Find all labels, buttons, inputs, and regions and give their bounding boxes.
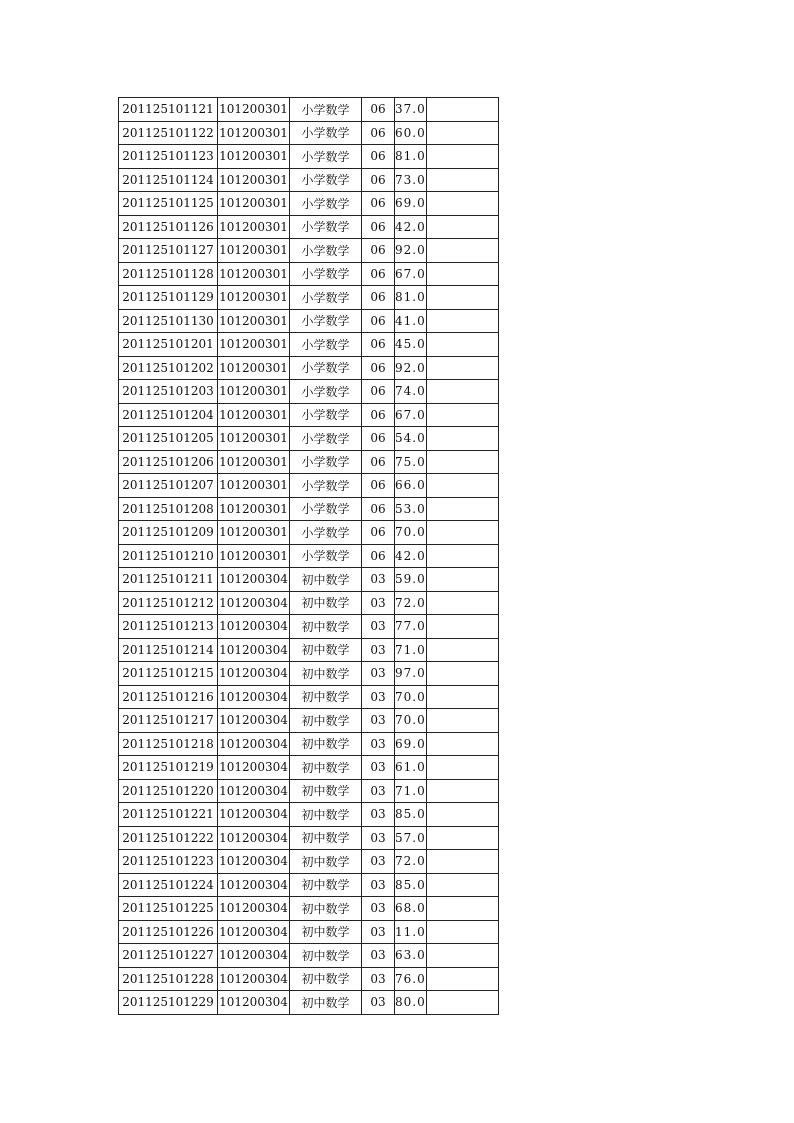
course-code-cell: 101200301 xyxy=(218,356,290,380)
note-cell xyxy=(427,98,499,122)
note-cell xyxy=(427,497,499,521)
table-row xyxy=(119,145,499,169)
section-cell: 06 xyxy=(362,262,395,286)
subject-cell: 初中数学 xyxy=(290,991,362,1015)
subject-cell: 初中数学 xyxy=(290,568,362,592)
note-cell xyxy=(427,356,499,380)
subject-cell: 初中数学 xyxy=(290,944,362,968)
subject-cell: 初中数学 xyxy=(290,897,362,921)
note-cell xyxy=(427,544,499,568)
table-row xyxy=(119,967,499,991)
score-cell: 85.0 xyxy=(395,873,427,897)
score-cell: 60.0 xyxy=(395,121,427,145)
note-cell xyxy=(427,662,499,686)
student-id-cell: 201125101122 xyxy=(119,121,218,145)
note-cell xyxy=(427,474,499,498)
note-cell xyxy=(427,239,499,263)
table-row xyxy=(119,685,499,709)
student-id-cell: 201125101128 xyxy=(119,262,218,286)
course-code-cell: 101200301 xyxy=(218,333,290,357)
table-row xyxy=(119,427,499,451)
student-id-cell: 201125101124 xyxy=(119,168,218,192)
table-row xyxy=(119,826,499,850)
score-cell: 41.0 xyxy=(395,309,427,333)
table-row xyxy=(119,615,499,639)
score-cell: 81.0 xyxy=(395,286,427,310)
note-cell xyxy=(427,262,499,286)
score-cell: 54.0 xyxy=(395,427,427,451)
table-row xyxy=(119,920,499,944)
score-cell: 67.0 xyxy=(395,403,427,427)
score-cell: 72.0 xyxy=(395,850,427,874)
score-cell: 92.0 xyxy=(395,356,427,380)
course-code-cell: 101200301 xyxy=(218,168,290,192)
subject-cell: 小学数学 xyxy=(290,380,362,404)
note-cell xyxy=(427,145,499,169)
section-cell: 06 xyxy=(362,356,395,380)
student-id-cell: 201125101216 xyxy=(119,685,218,709)
subject-cell: 小学数学 xyxy=(290,239,362,263)
note-cell xyxy=(427,380,499,404)
student-id-cell: 201125101228 xyxy=(119,967,218,991)
course-code-cell: 101200304 xyxy=(218,685,290,709)
table-row xyxy=(119,239,499,263)
student-id-cell: 201125101127 xyxy=(119,239,218,263)
course-code-cell: 101200301 xyxy=(218,450,290,474)
section-cell: 03 xyxy=(362,826,395,850)
subject-cell: 初中数学 xyxy=(290,920,362,944)
section-cell: 06 xyxy=(362,333,395,357)
course-code-cell: 101200301 xyxy=(218,286,290,310)
note-cell xyxy=(427,850,499,874)
section-cell: 03 xyxy=(362,685,395,709)
table-row xyxy=(119,662,499,686)
student-id-cell: 201125101218 xyxy=(119,732,218,756)
course-code-cell: 101200304 xyxy=(218,709,290,733)
student-id-cell: 201125101211 xyxy=(119,568,218,592)
subject-cell: 小学数学 xyxy=(290,450,362,474)
section-cell: 03 xyxy=(362,568,395,592)
note-cell xyxy=(427,803,499,827)
note-cell xyxy=(427,638,499,662)
note-cell xyxy=(427,168,499,192)
score-cell: 81.0 xyxy=(395,145,427,169)
score-cell: 80.0 xyxy=(395,991,427,1015)
course-code-cell: 101200304 xyxy=(218,850,290,874)
student-id-cell: 201125101214 xyxy=(119,638,218,662)
student-id-cell: 201125101222 xyxy=(119,826,218,850)
note-cell xyxy=(427,309,499,333)
student-id-cell: 201125101129 xyxy=(119,286,218,310)
score-cell: 92.0 xyxy=(395,239,427,263)
subject-cell: 初中数学 xyxy=(290,803,362,827)
note-cell xyxy=(427,591,499,615)
section-cell: 06 xyxy=(362,215,395,239)
student-id-cell: 201125101130 xyxy=(119,309,218,333)
section-cell: 06 xyxy=(362,427,395,451)
score-table-body xyxy=(119,98,499,1015)
section-cell: 06 xyxy=(362,380,395,404)
section-cell: 06 xyxy=(362,544,395,568)
student-id-cell: 201125101213 xyxy=(119,615,218,639)
course-code-cell: 101200304 xyxy=(218,568,290,592)
subject-cell: 小学数学 xyxy=(290,521,362,545)
course-code-cell: 101200301 xyxy=(218,98,290,122)
course-code-cell: 101200304 xyxy=(218,991,290,1015)
table-row xyxy=(119,850,499,874)
student-id-cell: 201125101208 xyxy=(119,497,218,521)
section-cell: 06 xyxy=(362,450,395,474)
note-cell xyxy=(427,779,499,803)
score-cell: 45.0 xyxy=(395,333,427,357)
table-row xyxy=(119,591,499,615)
course-code-cell: 101200304 xyxy=(218,779,290,803)
course-code-cell: 101200304 xyxy=(218,873,290,897)
score-cell: 59.0 xyxy=(395,568,427,592)
section-cell: 03 xyxy=(362,991,395,1015)
section-cell: 06 xyxy=(362,192,395,216)
course-code-cell: 101200301 xyxy=(218,474,290,498)
course-code-cell: 101200304 xyxy=(218,591,290,615)
note-cell xyxy=(427,215,499,239)
table-row xyxy=(119,521,499,545)
score-cell: 69.0 xyxy=(395,192,427,216)
student-id-cell: 201125101226 xyxy=(119,920,218,944)
subject-cell: 初中数学 xyxy=(290,662,362,686)
student-id-cell: 201125101221 xyxy=(119,803,218,827)
subject-cell: 小学数学 xyxy=(290,474,362,498)
note-cell xyxy=(427,732,499,756)
section-cell: 03 xyxy=(362,615,395,639)
subject-cell: 初中数学 xyxy=(290,826,362,850)
section-cell: 06 xyxy=(362,286,395,310)
subject-cell: 小学数学 xyxy=(290,544,362,568)
score-cell: 97.0 xyxy=(395,662,427,686)
course-code-cell: 101200301 xyxy=(218,521,290,545)
subject-cell: 小学数学 xyxy=(290,497,362,521)
subject-cell: 小学数学 xyxy=(290,403,362,427)
score-cell: 68.0 xyxy=(395,897,427,921)
note-cell xyxy=(427,568,499,592)
score-cell: 76.0 xyxy=(395,967,427,991)
student-id-cell: 201125101227 xyxy=(119,944,218,968)
score-cell: 75.0 xyxy=(395,450,427,474)
section-cell: 03 xyxy=(362,662,395,686)
table-row xyxy=(119,121,499,145)
course-code-cell: 101200304 xyxy=(218,826,290,850)
student-id-cell: 201125101202 xyxy=(119,356,218,380)
score-cell: 69.0 xyxy=(395,732,427,756)
course-code-cell: 101200301 xyxy=(218,403,290,427)
subject-cell: 小学数学 xyxy=(290,215,362,239)
student-id-cell: 201125101209 xyxy=(119,521,218,545)
subject-cell: 小学数学 xyxy=(290,192,362,216)
course-code-cell: 101200304 xyxy=(218,944,290,968)
student-id-cell: 201125101121 xyxy=(119,98,218,122)
course-code-cell: 101200301 xyxy=(218,497,290,521)
score-cell: 42.0 xyxy=(395,544,427,568)
subject-cell: 小学数学 xyxy=(290,145,362,169)
subject-cell: 初中数学 xyxy=(290,591,362,615)
student-id-cell: 201125101220 xyxy=(119,779,218,803)
table-row xyxy=(119,98,499,122)
section-cell: 03 xyxy=(362,591,395,615)
note-cell xyxy=(427,991,499,1015)
section-cell: 06 xyxy=(362,168,395,192)
student-id-cell: 201125101126 xyxy=(119,215,218,239)
subject-cell: 初中数学 xyxy=(290,732,362,756)
note-cell xyxy=(427,192,499,216)
note-cell xyxy=(427,756,499,780)
table-row xyxy=(119,168,499,192)
subject-cell: 小学数学 xyxy=(290,168,362,192)
course-code-cell: 101200301 xyxy=(218,544,290,568)
course-code-cell: 101200304 xyxy=(218,756,290,780)
note-cell xyxy=(427,403,499,427)
table-row xyxy=(119,873,499,897)
section-cell: 03 xyxy=(362,803,395,827)
score-cell: 67.0 xyxy=(395,262,427,286)
section-cell: 06 xyxy=(362,497,395,521)
table-row xyxy=(119,215,499,239)
course-code-cell: 101200304 xyxy=(218,920,290,944)
note-cell xyxy=(427,333,499,357)
section-cell: 03 xyxy=(362,709,395,733)
subject-cell: 小学数学 xyxy=(290,121,362,145)
course-code-cell: 101200301 xyxy=(218,145,290,169)
subject-cell: 初中数学 xyxy=(290,873,362,897)
score-cell: 37.0 xyxy=(395,98,427,122)
subject-cell: 初中数学 xyxy=(290,967,362,991)
note-cell xyxy=(427,286,499,310)
score-cell: 70.0 xyxy=(395,709,427,733)
section-cell: 06 xyxy=(362,121,395,145)
table-row xyxy=(119,286,499,310)
subject-cell: 小学数学 xyxy=(290,98,362,122)
note-cell xyxy=(427,521,499,545)
note-cell xyxy=(427,873,499,897)
section-cell: 06 xyxy=(362,521,395,545)
subject-cell: 小学数学 xyxy=(290,262,362,286)
subject-cell: 小学数学 xyxy=(290,356,362,380)
student-id-cell: 201125101205 xyxy=(119,427,218,451)
score-cell: 70.0 xyxy=(395,521,427,545)
note-cell xyxy=(427,709,499,733)
table-row xyxy=(119,732,499,756)
subject-cell: 小学数学 xyxy=(290,333,362,357)
course-code-cell: 101200304 xyxy=(218,732,290,756)
subject-cell: 小学数学 xyxy=(290,286,362,310)
note-cell xyxy=(427,685,499,709)
course-code-cell: 101200301 xyxy=(218,380,290,404)
course-code-cell: 101200301 xyxy=(218,121,290,145)
section-cell: 06 xyxy=(362,239,395,263)
note-cell xyxy=(427,897,499,921)
section-cell: 03 xyxy=(362,967,395,991)
section-cell: 06 xyxy=(362,309,395,333)
note-cell xyxy=(427,121,499,145)
subject-cell: 初中数学 xyxy=(290,685,362,709)
section-cell: 03 xyxy=(362,873,395,897)
course-code-cell: 101200301 xyxy=(218,262,290,286)
table-row xyxy=(119,709,499,733)
course-code-cell: 101200304 xyxy=(218,638,290,662)
table-row xyxy=(119,474,499,498)
table-row xyxy=(119,803,499,827)
student-id-cell: 201125101206 xyxy=(119,450,218,474)
score-table xyxy=(118,97,499,1015)
section-cell: 03 xyxy=(362,732,395,756)
note-cell xyxy=(427,615,499,639)
score-cell: 11.0 xyxy=(395,920,427,944)
score-cell: 53.0 xyxy=(395,497,427,521)
score-cell: 71.0 xyxy=(395,779,427,803)
course-code-cell: 101200304 xyxy=(218,967,290,991)
note-cell xyxy=(427,944,499,968)
table-row xyxy=(119,756,499,780)
score-cell: 85.0 xyxy=(395,803,427,827)
subject-cell: 初中数学 xyxy=(290,850,362,874)
course-code-cell: 101200301 xyxy=(218,239,290,263)
section-cell: 06 xyxy=(362,98,395,122)
section-cell: 03 xyxy=(362,779,395,803)
course-code-cell: 101200304 xyxy=(218,615,290,639)
table-row xyxy=(119,568,499,592)
subject-cell: 初中数学 xyxy=(290,615,362,639)
student-id-cell: 201125101210 xyxy=(119,544,218,568)
course-code-cell: 101200304 xyxy=(218,662,290,686)
section-cell: 03 xyxy=(362,944,395,968)
student-id-cell: 201125101207 xyxy=(119,474,218,498)
score-cell: 73.0 xyxy=(395,168,427,192)
score-cell: 57.0 xyxy=(395,826,427,850)
student-id-cell: 201125101225 xyxy=(119,897,218,921)
score-cell: 77.0 xyxy=(395,615,427,639)
student-id-cell: 201125101125 xyxy=(119,192,218,216)
section-cell: 03 xyxy=(362,756,395,780)
student-id-cell: 201125101223 xyxy=(119,850,218,874)
table-row xyxy=(119,356,499,380)
section-cell: 03 xyxy=(362,920,395,944)
score-cell: 61.0 xyxy=(395,756,427,780)
score-cell: 74.0 xyxy=(395,380,427,404)
table-row xyxy=(119,779,499,803)
note-cell xyxy=(427,427,499,451)
table-row xyxy=(119,333,499,357)
table-row xyxy=(119,991,499,1015)
table-row xyxy=(119,897,499,921)
score-cell: 72.0 xyxy=(395,591,427,615)
course-code-cell: 101200301 xyxy=(218,309,290,333)
table-row xyxy=(119,497,499,521)
course-code-cell: 101200301 xyxy=(218,427,290,451)
table-row xyxy=(119,380,499,404)
table-row xyxy=(119,544,499,568)
student-id-cell: 201125101203 xyxy=(119,380,218,404)
section-cell: 03 xyxy=(362,850,395,874)
subject-cell: 初中数学 xyxy=(290,709,362,733)
student-id-cell: 201125101123 xyxy=(119,145,218,169)
table-row xyxy=(119,309,499,333)
subject-cell: 小学数学 xyxy=(290,309,362,333)
table-row xyxy=(119,944,499,968)
section-cell: 06 xyxy=(362,403,395,427)
student-id-cell: 201125101224 xyxy=(119,873,218,897)
table-row xyxy=(119,403,499,427)
student-id-cell: 201125101215 xyxy=(119,662,218,686)
student-id-cell: 201125101229 xyxy=(119,991,218,1015)
student-id-cell: 201125101201 xyxy=(119,333,218,357)
table-row xyxy=(119,450,499,474)
course-code-cell: 101200304 xyxy=(218,803,290,827)
note-cell xyxy=(427,967,499,991)
table-row xyxy=(119,638,499,662)
section-cell: 03 xyxy=(362,638,395,662)
note-cell xyxy=(427,920,499,944)
score-cell: 71.0 xyxy=(395,638,427,662)
course-code-cell: 101200301 xyxy=(218,192,290,216)
subject-cell: 初中数学 xyxy=(290,779,362,803)
student-id-cell: 201125101212 xyxy=(119,591,218,615)
student-id-cell: 201125101204 xyxy=(119,403,218,427)
course-code-cell: 101200304 xyxy=(218,897,290,921)
student-id-cell: 201125101219 xyxy=(119,756,218,780)
section-cell: 06 xyxy=(362,474,395,498)
table-row xyxy=(119,262,499,286)
score-cell: 70.0 xyxy=(395,685,427,709)
note-cell xyxy=(427,826,499,850)
subject-cell: 初中数学 xyxy=(290,638,362,662)
student-id-cell: 201125101217 xyxy=(119,709,218,733)
score-cell: 63.0 xyxy=(395,944,427,968)
section-cell: 06 xyxy=(362,145,395,169)
section-cell: 03 xyxy=(362,897,395,921)
table-row xyxy=(119,192,499,216)
subject-cell: 初中数学 xyxy=(290,756,362,780)
course-code-cell: 101200301 xyxy=(218,215,290,239)
score-cell: 42.0 xyxy=(395,215,427,239)
subject-cell: 小学数学 xyxy=(290,427,362,451)
note-cell xyxy=(427,450,499,474)
score-cell: 66.0 xyxy=(395,474,427,498)
